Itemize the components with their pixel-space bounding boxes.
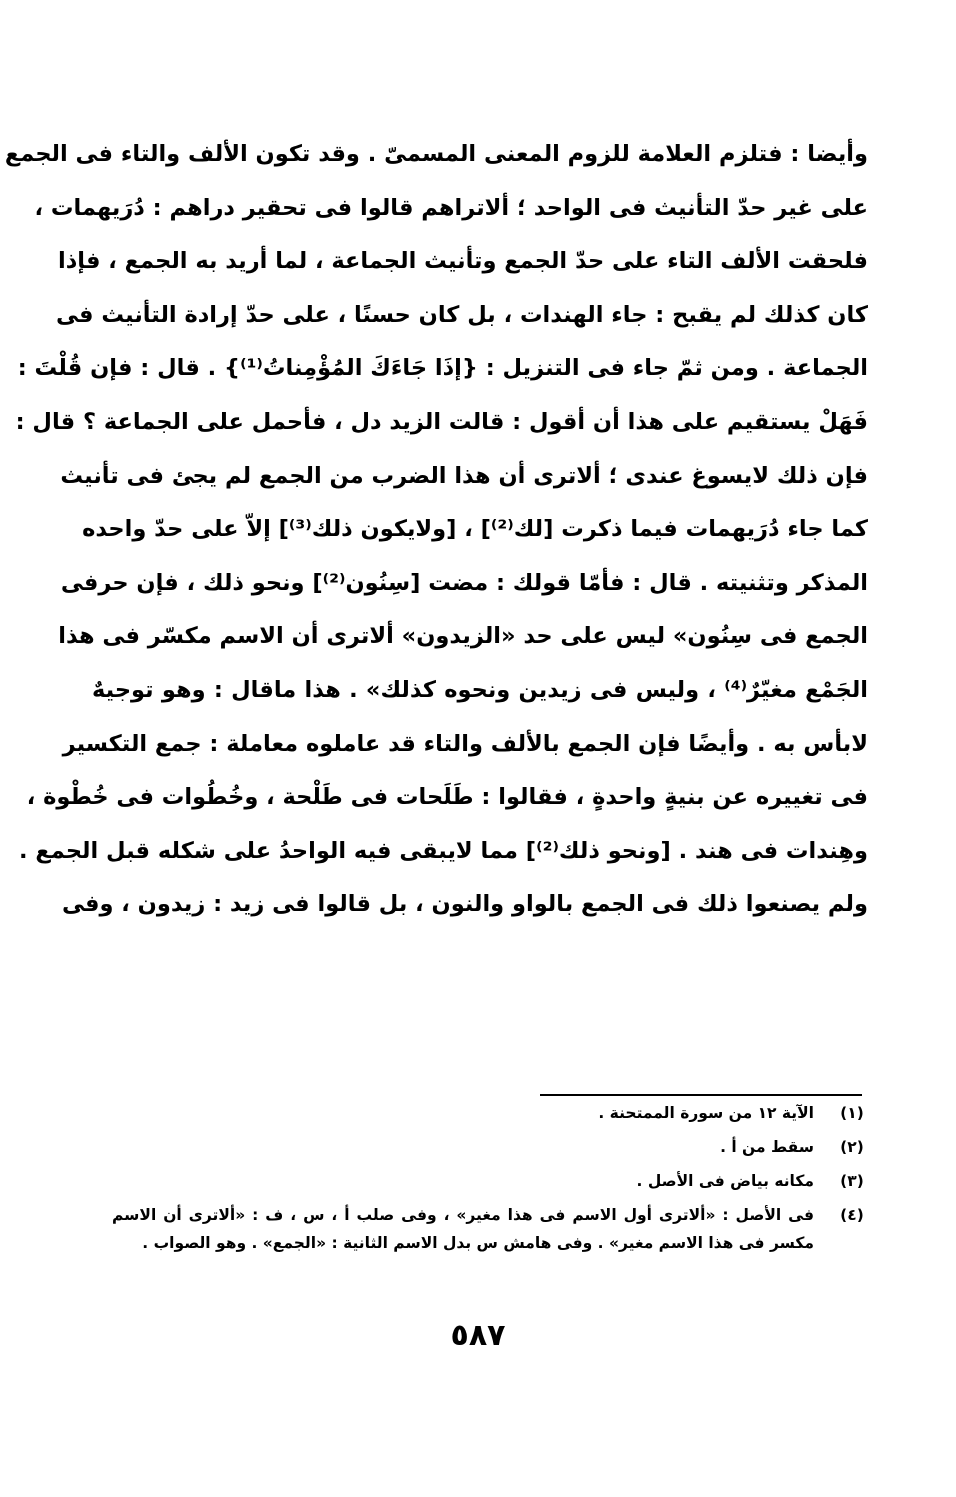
footnote-text: سقط من أ . xyxy=(720,1138,814,1156)
body-line: كما جاء دُرَيهمات فيما ذكرت [لك⁽²⁾] ، [ولايكون ذلك⁽³⁾] إلاّ على حدّ واحده xyxy=(82,516,868,543)
body-line: كان كذلك لم يقبح : جاء الهندات ، بل كان حسنًا ، على حدّ إرادة التأنيث فى xyxy=(56,301,868,328)
body-text xyxy=(4,128,868,932)
body-line: على غير حدّ التأنيث فى الواحد ؛ ألاتراهم قالوا فى تحقير دراهم : دُرَيهمات ، xyxy=(34,194,868,221)
footnote-number: (٣) xyxy=(840,1172,864,1190)
body-line: ولم يصنعوا ذلك فى الجمع بالواو والنون ، بل قالوا فى زيد : زيدون ، وفى xyxy=(61,891,868,918)
footnote xyxy=(110,1164,870,1198)
body-line: الجمع فى سِنُون» ليس على حد «الزيدون» ألاترى أن الاسم مكسّر فى هذا xyxy=(58,623,868,650)
body-line: لابأس به . وأيضًا فإن الجمع بالألف والتاء قد عاملوه معاملة : جمع التكسير xyxy=(62,730,868,757)
footnote xyxy=(110,1130,870,1164)
body-line: وهِندات فى هند . [ونحو ذلك⁽²⁾] مما لايبقى فيه الواحدُ على شكله قبل الجمع . xyxy=(19,837,868,864)
body-line: وأيضا : فتلزم العلامة للزوم المعنى المسمىّ . وقد تكون الألف والتاء فى الجمع xyxy=(4,141,868,167)
body-line: الجَمْع مغيّرٌ⁽⁴⁾ ، وليس فى زيدين ونحوه كذلك» . هذا ماقال : وهو توجيهٌ xyxy=(92,676,868,703)
body-line: المذكر وتثنيته . قال : فأمّا قولك : مضت [سِنُون⁽²⁾] ونحو ذلك ، فإن حرفى xyxy=(60,569,868,596)
footnote-number: (٢) xyxy=(840,1138,864,1156)
body-line: فلحقت الألف التاء على حدّ الجمع وتأنيث الجماعة ، لما أريد به الجمع ، فإذا xyxy=(58,248,868,275)
body-line: فَهَلْ يستقيم على هذا أن أقول : قالت الزيد دل ، فأحمل على الجماعة ؟ قال : xyxy=(15,408,868,435)
body-line: فإن ذلك لايسوغ عندى ؛ ألاترى أن هذا الضرب من الجمع لم يجئ فى تأنيث xyxy=(60,462,868,489)
footnotes xyxy=(110,1096,870,1258)
footnote-text-line: فى الأصل : «ألاترى أول الاسم فى هذا مغير» ، وفى صلب أ ، س ، ف : «ألاترى أن الاسم xyxy=(112,1206,814,1224)
footnote-number: (١) xyxy=(840,1104,864,1122)
footnote xyxy=(110,1096,870,1130)
footnote-number: (٤) xyxy=(840,1206,864,1224)
body-line: فى تغييره عن بنيةٍ واحدةٍ ، فقالوا : طَلَحات فى طَلْحة ، وخُطُوات فى خُطْوة ، xyxy=(26,784,868,811)
footnote-text: مكانه بياض فى الأصل . xyxy=(636,1172,814,1190)
page-number: ٥٨٧ xyxy=(450,1318,506,1353)
footnote-text xyxy=(112,1201,814,1257)
body-line: الجماعة . ومن ثمّ جاء فى التنزيل : {إذَا جَاءَكَ المُؤْمِناتُ⁽¹⁾} . قال : فإن قُلْتَ : xyxy=(17,355,868,382)
footnote-text: الآية ١٢ من سورة الممتحنة . xyxy=(598,1104,814,1122)
footnote xyxy=(110,1198,870,1258)
footnote-text-line: مكسر فى هذا الاسم مغير» . وفى هامش س بدل الاسم الثانية : «الجمع» . وهو الصواب . xyxy=(142,1234,814,1252)
